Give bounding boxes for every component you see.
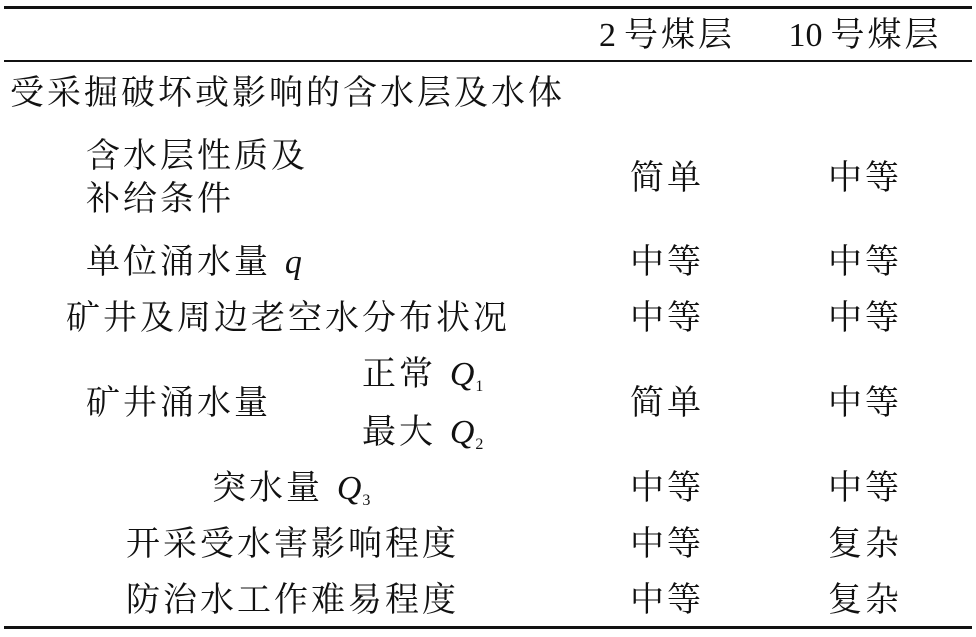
row-mine-inflow-seam2: 简单	[630, 383, 704, 423]
header-rule	[4, 60, 972, 62]
header-seam-10	[788, 15, 942, 55]
mine-inflow-normal-text: 正常	[362, 354, 436, 394]
unit-inflow-variable: q	[284, 244, 302, 281]
row-unit-inflow-seam10: 中等	[828, 242, 902, 282]
row-control-difficulty-label: 防治水工作难易程度	[126, 580, 459, 620]
row-water-inrush-label	[212, 468, 371, 509]
row-goaf-water-seam2: 中等	[630, 298, 704, 338]
mine-inflow-normal-var: Q	[449, 356, 475, 393]
row-water-inrush-seam2: 中等	[630, 468, 704, 508]
row-mine-inflow-normal	[362, 354, 484, 395]
water-inrush-subscript: 3	[362, 492, 371, 509]
row-goaf-water-seam10: 中等	[828, 298, 902, 338]
row-aquifer-seam10: 中等	[828, 158, 902, 198]
row-unit-inflow-label	[86, 242, 302, 282]
row-aquifer-label-line1: 含水层性质及	[86, 136, 308, 176]
mine-inflow-max-var: Q	[449, 414, 475, 451]
row-mine-inflow-max	[362, 412, 484, 453]
row-goaf-water-label: 矿井及周边老空水分布状况	[66, 298, 510, 338]
row-aquifer-label-line2: 补给条件	[86, 179, 234, 219]
row-control-difficulty-seam10: 复杂	[828, 580, 902, 620]
row-control-difficulty-seam2: 中等	[630, 580, 704, 620]
bottom-rule	[4, 626, 972, 629]
header-seam-10-label: 号煤层	[830, 15, 942, 55]
row-mine-inflow-label: 矿井涌水量	[86, 383, 271, 423]
mine-inflow-max-text: 最大	[362, 412, 436, 452]
mine-inflow-max-subscript: 2	[475, 436, 484, 453]
mine-inflow-max-variable	[450, 414, 484, 451]
header-seam-2-label: 号煤层	[624, 15, 735, 55]
mine-inflow-normal-subscript: 1	[475, 378, 484, 395]
row-mine-inflow-seam10: 中等	[828, 383, 902, 423]
top-rule	[4, 6, 972, 9]
unit-inflow-text: 单位涌水量	[86, 242, 271, 282]
header-seam-2	[599, 15, 735, 55]
water-inrush-var: Q	[336, 470, 362, 507]
row-mining-impact-seam2: 中等	[630, 524, 704, 564]
header-seam-2-number: 2	[599, 17, 616, 54]
mine-inflow-normal-variable	[450, 356, 484, 393]
section-title: 受采掘破坏或影响的含水层及水体	[10, 73, 565, 113]
water-inrush-variable	[337, 470, 371, 507]
row-mining-impact-seam10: 复杂	[828, 524, 902, 564]
row-aquifer-seam2: 简单	[630, 158, 704, 198]
row-unit-inflow-seam2: 中等	[630, 242, 704, 282]
row-mining-impact-label: 开采受水害影响程度	[126, 524, 459, 564]
header-seam-10-number: 10	[788, 17, 823, 54]
row-water-inrush-seam10: 中等	[828, 468, 902, 508]
water-inrush-text: 突水量	[212, 468, 323, 508]
